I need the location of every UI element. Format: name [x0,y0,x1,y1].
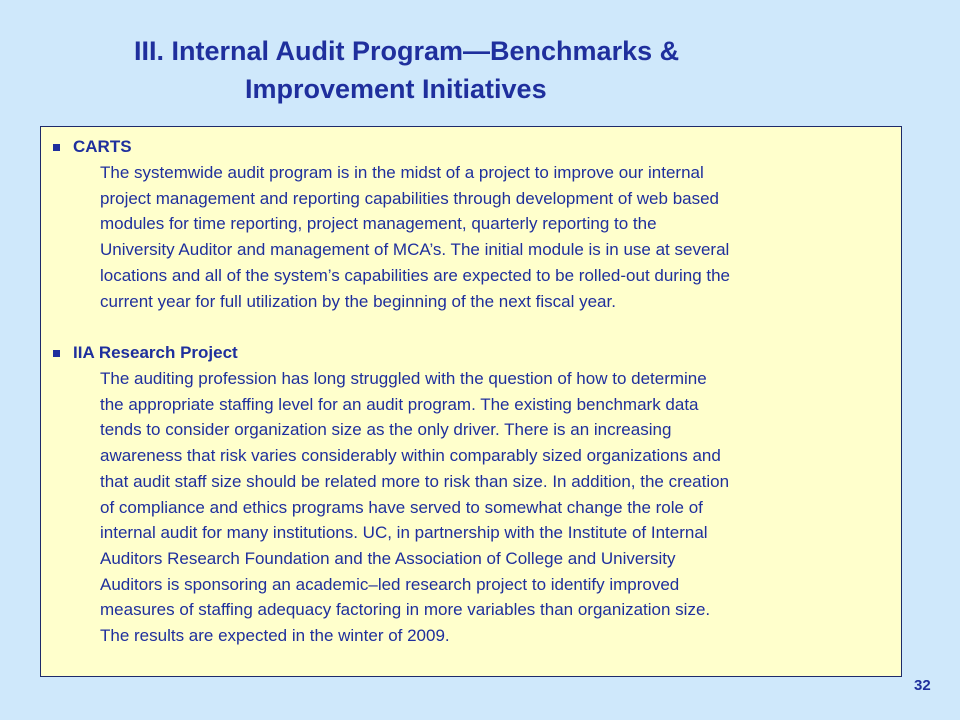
body-line: internal audit for many institutions. UC, in partnership with the Institute of Internal [100,523,708,543]
square-bullet-icon [53,144,60,151]
body-line: that audit staff size should be related more to risk than size. In addition, the creation [100,471,730,491]
square-bullet-icon [53,350,60,357]
section-body-carts [100,160,900,314]
body-line: of compliance and ethics programs have served to somewhat change the role of [100,497,703,517]
body-line: The auditing profession has long struggled with the question of how to determine [100,369,707,388]
body-line: Auditors Research Foundation and the Association of College and University [100,548,676,568]
body-line: University Auditor and management of MCA’s. The initial module is in use at several [100,240,730,260]
section-body-iia [100,366,900,649]
body-line: The systemwide audit program is in the midst of a project to improve our internal [100,163,704,182]
body-line: Auditors is sponsoring an academic–led research project to identify improved [100,574,680,594]
content-panel [40,126,902,677]
page-number: 32 [914,677,931,694]
section-carts [53,136,903,314]
section-heading-carts: CARTS [73,137,132,156]
title-line-2: Improvement Initiatives [245,74,547,104]
body-line: modules for time reporting, project management, quarterly reporting to the [100,214,657,234]
bullet-row-iia [53,342,903,364]
bullet-row-carts [53,136,903,158]
body-line: locations and all of the system’s capabilities are expected to be rolled-out during the [100,265,731,285]
section-heading-iia: IIA Research Project [73,343,238,362]
body-line: tends to consider organization size as the only driver. There is an increasing [100,420,672,440]
body-line: awareness that risk varies considerably within comparably sized organizations and [100,446,721,466]
title-line-1: III. Internal Audit Program—Benchmarks & [134,36,680,66]
body-line: project management and reporting capabilities through development of web based [100,188,720,208]
body-line: the appropriate staffing level for an audit program. The existing benchmark data [100,394,699,414]
body-line: measures of staffing adequacy factoring in more variables than organization size. [100,600,711,620]
body-line: current year for full utilization by the beginning of the next fiscal year. [100,291,616,311]
body-line: The results are expected in the winter of 2009. [100,626,450,646]
section-iia-research [53,342,903,649]
